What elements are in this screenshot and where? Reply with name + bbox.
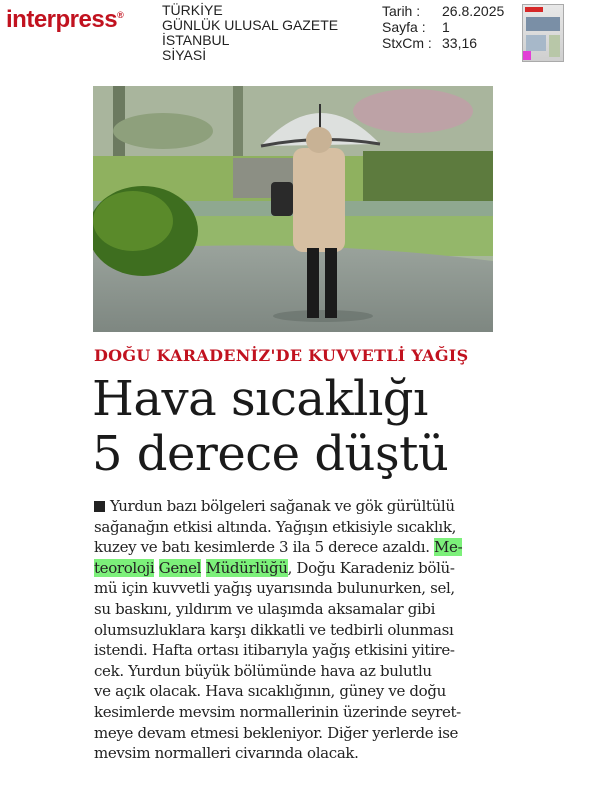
headline-line: Hava sıcaklığı: [92, 371, 428, 427]
paragraph-square-icon: [94, 501, 105, 512]
date-value: 26.8.2025: [442, 3, 505, 19]
article-headline: [92, 372, 448, 482]
clipping-meta: [382, 3, 504, 51]
category: SİYASİ: [162, 47, 207, 63]
stxcm-label: StxCm :: [382, 35, 432, 51]
page-value: 1: [442, 19, 450, 35]
article-kicker: DOĞU KARADENİZ'DE KUVVETLİ YAĞIŞ: [94, 346, 469, 365]
publication-type: GÜNLÜK ULUSAL GAZETE: [162, 17, 339, 33]
body-line: sağanağın etkisi altında. Yağışın etkisiyle sıcaklık,: [94, 517, 457, 536]
article-body: [94, 496, 504, 764]
body-line: kesimlerde mevsim normallerinin üzerinde seyret-: [94, 702, 461, 721]
highlighted-term: Me-: [434, 538, 463, 557]
highlighted-term: Genel: [158, 558, 202, 577]
publication-info: [162, 3, 338, 63]
article-photo: [93, 86, 493, 332]
page-thumbnail[interactable]: [522, 4, 564, 62]
body-line: ve açık olacak. Hava sıcaklığının, güney ve doğu: [94, 682, 446, 701]
highlighted-term: Müdürlüğü: [205, 558, 288, 577]
body-line: su baskını, yıldırım ve ulaşımda aksamalar gibi: [94, 599, 436, 618]
body-line: Yurdun bazı bölgeleri sağanak ve gök gürültülü: [94, 496, 504, 517]
body-line: istendi. Hafta ortası itibarıyla yağış etkisini yitire-: [94, 641, 455, 660]
interpress-logo: interpress®: [6, 6, 124, 33]
body-line: mü için kuvvetli yağış uyarısında bulunurken, sel,: [94, 579, 455, 598]
city: İSTANBUL: [162, 32, 230, 48]
body-line: teoroloji Genel Müdürlüğü, Doğu Karadeniz bölü-: [94, 558, 455, 577]
body-line: cek. Yurdun büyük bölümünde hava az bulutlu: [94, 661, 432, 680]
body-line: olumsuzluklara karşı dikkatli ve tedbirli olunması: [94, 620, 454, 639]
country: TÜRKİYE: [162, 2, 223, 18]
body-line: mevsim normalleri civarında olacak.: [94, 744, 359, 763]
highlighted-term: teoroloji: [94, 558, 155, 577]
stxcm-value: 33,16: [442, 35, 478, 51]
body-line: meye devam etmesi bekleniyor. Diğer yerlerde ise: [94, 723, 459, 742]
body-line: kuzey ve batı kesimlerde 3 ila 5 derece azaldı. Me-: [94, 538, 463, 557]
page-label: Sayfa :: [382, 19, 426, 35]
date-label: Tarih :: [382, 3, 421, 19]
headline-line: 5 derece düştü: [92, 426, 449, 482]
